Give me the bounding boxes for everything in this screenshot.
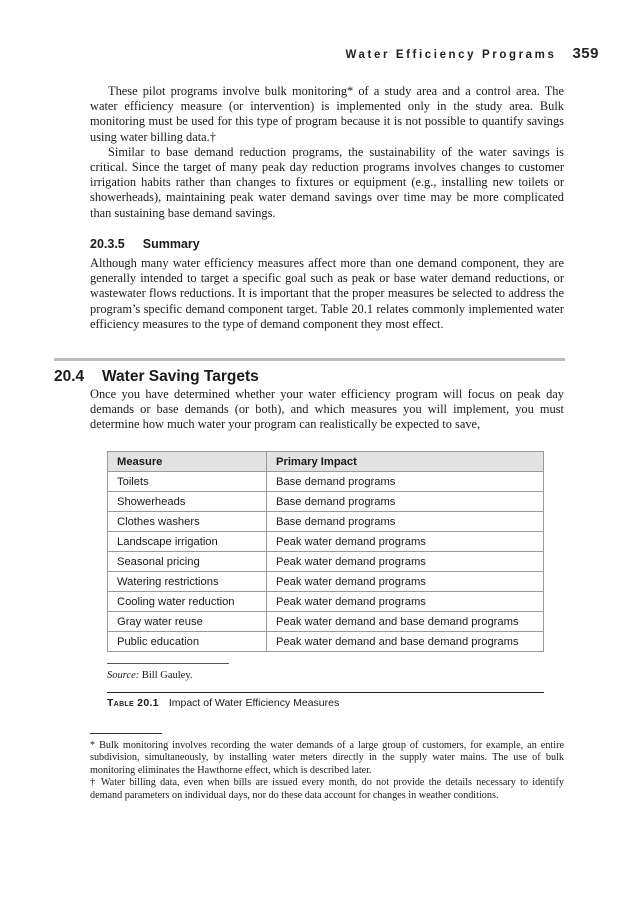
section-title: Water Saving Targets [102,368,259,385]
paragraph-summary: Although many water efficiency measures affect more than one demand component, they are generally intended to target a specific goal such as peak or base water demand reductions, or wastewater flows reductions. It is important that the proper measures be selected to address the program’s specific demand component target. Table 20.1 relates commonly implemented water efficiency measures to the type of demand component they most effect. [90,256,564,331]
measure-cell: Landscape irrigation [108,532,267,552]
targets-text-block [90,387,564,433]
summary-text-block [90,256,564,332]
table-row [108,612,544,632]
table-source [107,670,193,681]
paragraph-targets: Once you have determined whether your water efficiency program will focus on peak day demands or base demands (or both), and which measures you will implement, you must determine how much water your program can realistically be expected to save, [90,387,564,432]
table-row [108,512,544,532]
impact-cell: Peak water demand and base demand programs [267,612,544,632]
measure-cell: Watering restrictions [108,572,267,592]
measure-cell: Showerheads [108,492,267,512]
measure-cell: Public education [108,632,267,652]
measure-cell: Gray water reuse [108,612,267,632]
source-divider [107,663,229,664]
table-row [108,552,544,572]
section-divider [54,358,565,361]
subsection-number: 20.3.5 [90,237,125,251]
footnotes [90,740,564,802]
section-number: 20.4 [54,368,85,385]
impact-cell: Peak water demand programs [267,592,544,612]
intro-text-block [90,84,564,221]
table-row [108,632,544,652]
impact-cell: Peak water demand programs [267,552,544,572]
source-text: Bill Gauley. [141,670,193,681]
table-row [108,492,544,512]
caption-text: Impact of Water Efficiency Measures [168,697,340,709]
caption-divider [107,692,544,693]
section-heading [54,368,259,386]
measure-cell: Clothes washers [108,512,267,532]
impact-cell: Peak water demand programs [267,572,544,592]
table-row [108,572,544,592]
measure-cell: Seasonal pricing [108,552,267,572]
impact-cell: Base demand programs [267,512,544,532]
subsection-title: Summary [142,237,200,251]
table-row [108,592,544,612]
running-head [0,45,599,62]
table-row [108,532,544,552]
header-measure: Measure [108,452,267,472]
subsection-heading [90,237,200,251]
caption-label: Table 20.1 [107,697,159,709]
footnote-bulk-monitoring: * Bulk monitoring involves recording the water demands of a large group of customers, for example, an entire subdivision, simultaneously, by installing water meters directly in the supply water mains. The use of bulk monitoring eliminates the Hawthorne effect, which is described later. [90,740,564,776]
source-label: Source: [107,670,140,681]
table-row [108,472,544,492]
footnote-divider [90,733,162,734]
impact-cell: Base demand programs [267,472,544,492]
table-header-row [108,452,544,472]
measure-cell: Cooling water reduction [108,592,267,612]
paragraph-bulk-monitoring: These pilot programs involve bulk monitoring* of a study area and a control area. The water efficiency measure (or intervention) is implemented only in the study area. Bulk monitoring must be used for this type of program because it is not possible to quantify savings using water billing data.† [90,84,564,144]
impact-table [107,451,544,652]
footnote-billing-data: † Water billing data, even when bills are issued every month, do not provide the details necessary to identify demand parameters on individual days, nor do these data account for changes in weather conditions. [90,777,564,801]
measure-cell: Toilets [108,472,267,492]
impact-cell: Peak water demand and base demand programs [267,632,544,652]
header-primary-impact: Primary Impact [267,452,544,472]
impact-cell: Base demand programs [267,492,544,512]
impact-cell: Peak water demand programs [267,532,544,552]
paragraph-sustainability: Similar to base demand reduction programs, the sustainability of the water savings is critical. Since the target of many peak day reduction programs involves changes to customer irrigation habits rather than changes to fixtures or equipment (e.g., installing new toilets or showerheads), maintaining peak water demand savings over time may be more complicated than sustaining base demand savings. [90,144,564,220]
table-caption [107,697,339,709]
page-number: 359 [572,45,599,62]
running-head-title: Water Efficiency Programs [345,49,557,61]
